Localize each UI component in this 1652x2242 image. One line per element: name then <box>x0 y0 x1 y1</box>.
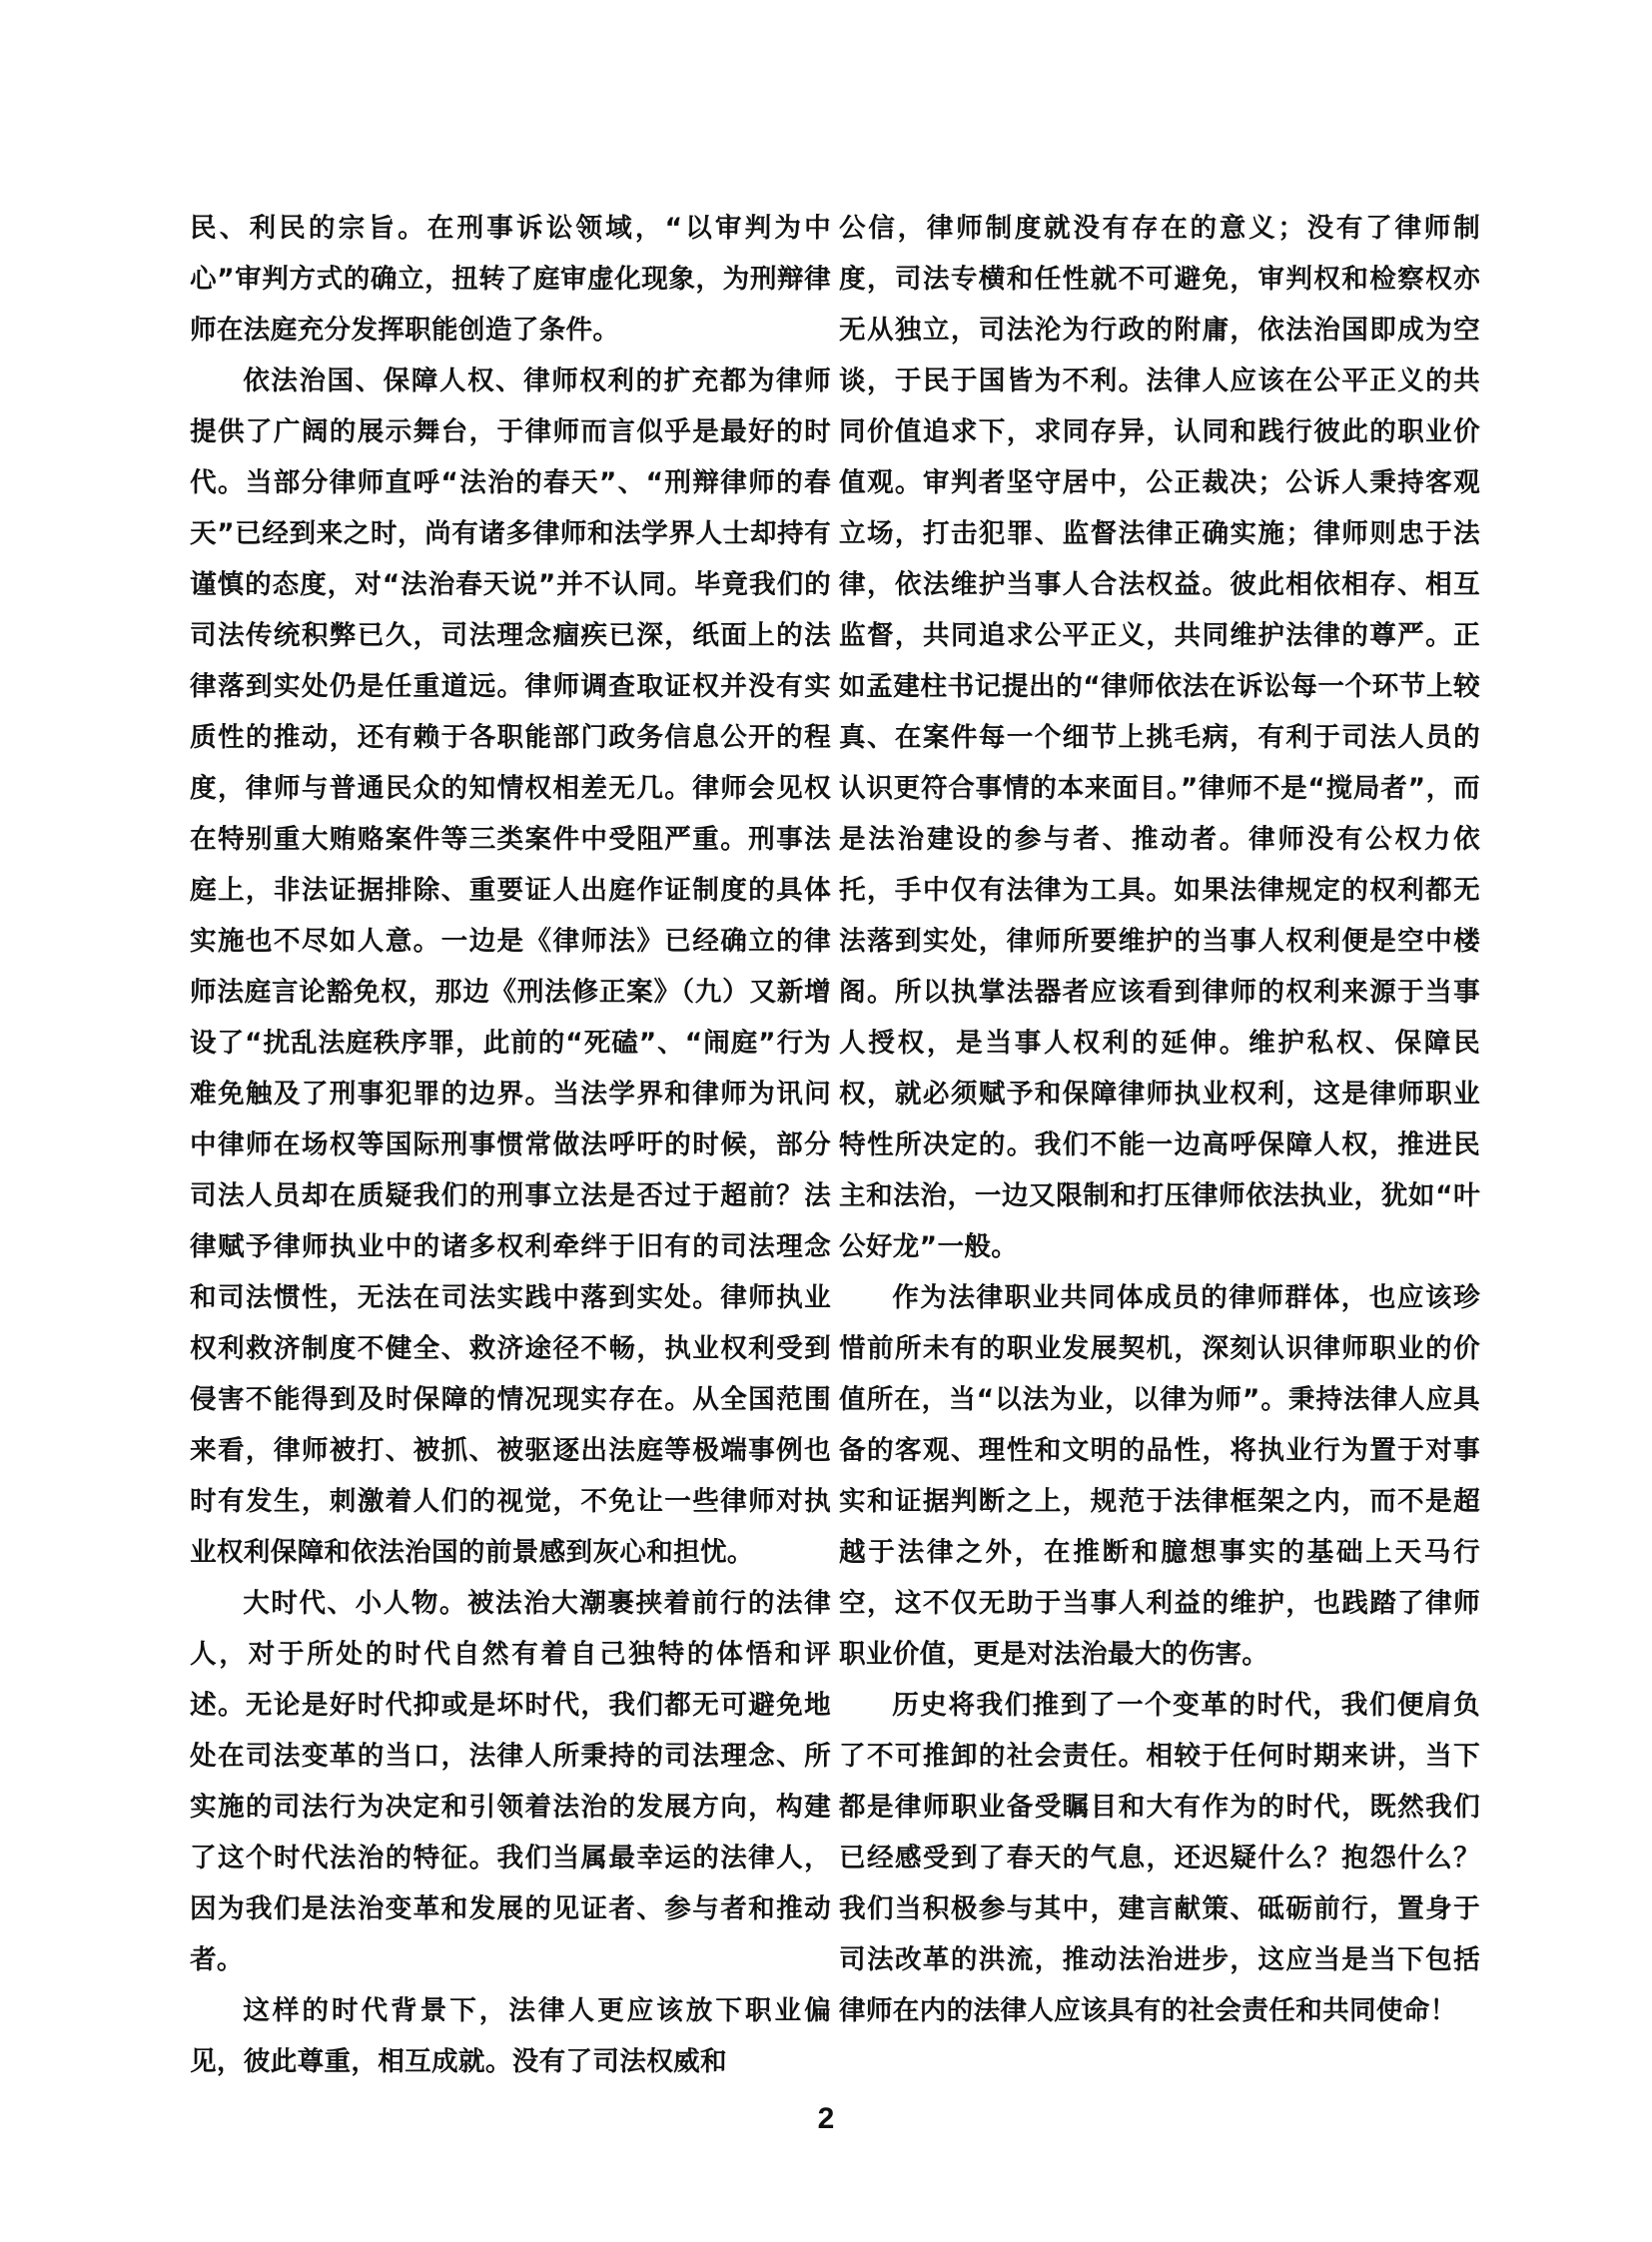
left-text-column <box>190 203 831 2087</box>
page-number: 2 <box>817 2102 835 2135</box>
paragraph: 作为法律职业共同体成员的律师群体，也应该珍惜前所未有的职业发展契机，深刻认识律师职业的价值所在，当“以法为业，以律为师”。秉持法律人应具备的客观、理性和文明的品性，将执业行为置于对事实和证据判断之上，规范于法律框架之内，而不是超越于法律之外，在推断和臆想事实的基础上天马行空，这不仅无助于当事人利益的维护，也践踏了律师职业价值，更是对法治最大的伤害。 <box>839 1282 1480 1670</box>
paragraph: 民、利民的宗旨。在刑事诉讼领域，“以审判为中心”审判方式的确立，扭转了庭审虚化现象，为刑辩律师在法庭充分发挥职能创造了条件。 <box>190 213 831 346</box>
paragraph: 公信，律师制度就没有存在的意义；没有了律师制度，司法专横和任性就不可避免，审判权和检察权亦无从独立，司法沦为行政的附庸，依法治国即成为空谈，于民于国皆为不利。法律人应该在公平正义的共同价值追求下，求同存异，认同和践行彼此的职业价值观。审判者坚守居中，公正裁决；公诉人秉持客观立场，打击犯罪、监督法律正确实施；律师则忠于法律，依法维护当事人合法权益。彼此相依相存、相互监督，共同追求公平正义，共同维护法律的尊严。正如孟建柱书记提出的“律师依法在诉讼每一个环节上较真、在案件每一个细节上挑毛病，有利于司法人员的认识更符合事情的本来面目。”律师不是“搅局者”，而是法治建设的参与者、推动者。律师没有公权力依托，手中仅有法律为工具。如果法律规定的权利都无法落到实处，律师所要维护的当事人权利便是空中楼阁。所以执掌法器者应该看到律师的权利来源于当事人授权，是当事人权利的延伸。维护私权、保障民权，就必须赋予和保障律师执业权利，这是律师职业特性所决定的。我们不能一边高呼保障人权，推进民主和法治，一边又限制和打压律师依法执业，犹如“叶公好龙”一般。 <box>839 213 1480 1262</box>
paragraph: 这样的时代背景下，法律人更应该放下职业偏见，彼此尊重，相互成就。没有了司法权威和 <box>190 1995 831 2077</box>
paragraph: 大时代、小人物。被法治大潮裹挟着前行的法律人，对于所处的时代自然有着自己独特的体悟和评述。无论是好时代抑或是坏时代，我们都无可避免地处在司法变革的当口，法律人所秉持的司法理念、所实施的司法行为决定和引领着法治的发展方向，构建了这个时代法治的特征。我们当属最幸运的法律人，因为我们是法治变革和发展的见证者、参与者和推动者。 <box>190 1588 831 1975</box>
paragraph: 历史将我们推到了一个变革的时代，我们便肩负了不可推卸的社会责任。相较于任何时期来讲，当下都是律师职业备受瞩目和大有作为的时代，既然我们已经感受到了春天的气息，还迟疑什么？抱怨什么？我们当积极参与其中，建言献策、砥砺前行，置身于司法改革的洪流，推动法治进步，这应当是当下包括律师在内的法律人应该具有的社会责任和共同使命！ <box>839 1690 1480 2026</box>
paragraph: 依法治国、保障人权、律师权利的扩充都为律师提供了广阔的展示舞台，于律师而言似乎是最好的时代。当部分律师直呼“法治的春天”、“刑辩律师的春天”已经到来之时，尚有诸多律师和法学界人士却持有谨慎的态度，对“法治春天说”并不认同。毕竟我们的司法传统积弊已久，司法理念痼疾已深，纸面上的法律落到实处仍是任重道远。律师调查取证权并没有实质性的推动，还有赖于各职能部门政务信息公开的程度，律师与普通民众的知情权相差无几。律师会见权在特别重大贿赂案件等三类案件中受阻严重。刑事法庭上，非法证据排除、重要证人出庭作证制度的具体实施也不尽如人意。一边是《律师法》已经确立的律师法庭言论豁免权，那边《刑法修正案》（九）又新增设了“扰乱法庭秩序罪，此前的“死磕”、“闹庭”行为难免触及了刑事犯罪的边界。当法学界和律师为讯问中律师在场权等国际刑事惯常做法呼吁的时候，部分司法人员却在质疑我们的刑事立法是否过于超前？法律赋予律师执业中的诸多权利牵绊于旧有的司法理念和司法惯性，无法在司法实践中落到实处。律师执业权利救济制度不健全、救济途径不畅，执业权利受到侵害不能得到及时保障的情况现实存在。从全国范围来看，律师被打、被抓、被驱逐出法庭等极端事例也时有发生，刺激着人们的视觉，不免让一些律师对执业权利保障和依法治国的前景感到灰心和担忧。 <box>190 366 831 1568</box>
right-text-column <box>839 203 1480 2036</box>
